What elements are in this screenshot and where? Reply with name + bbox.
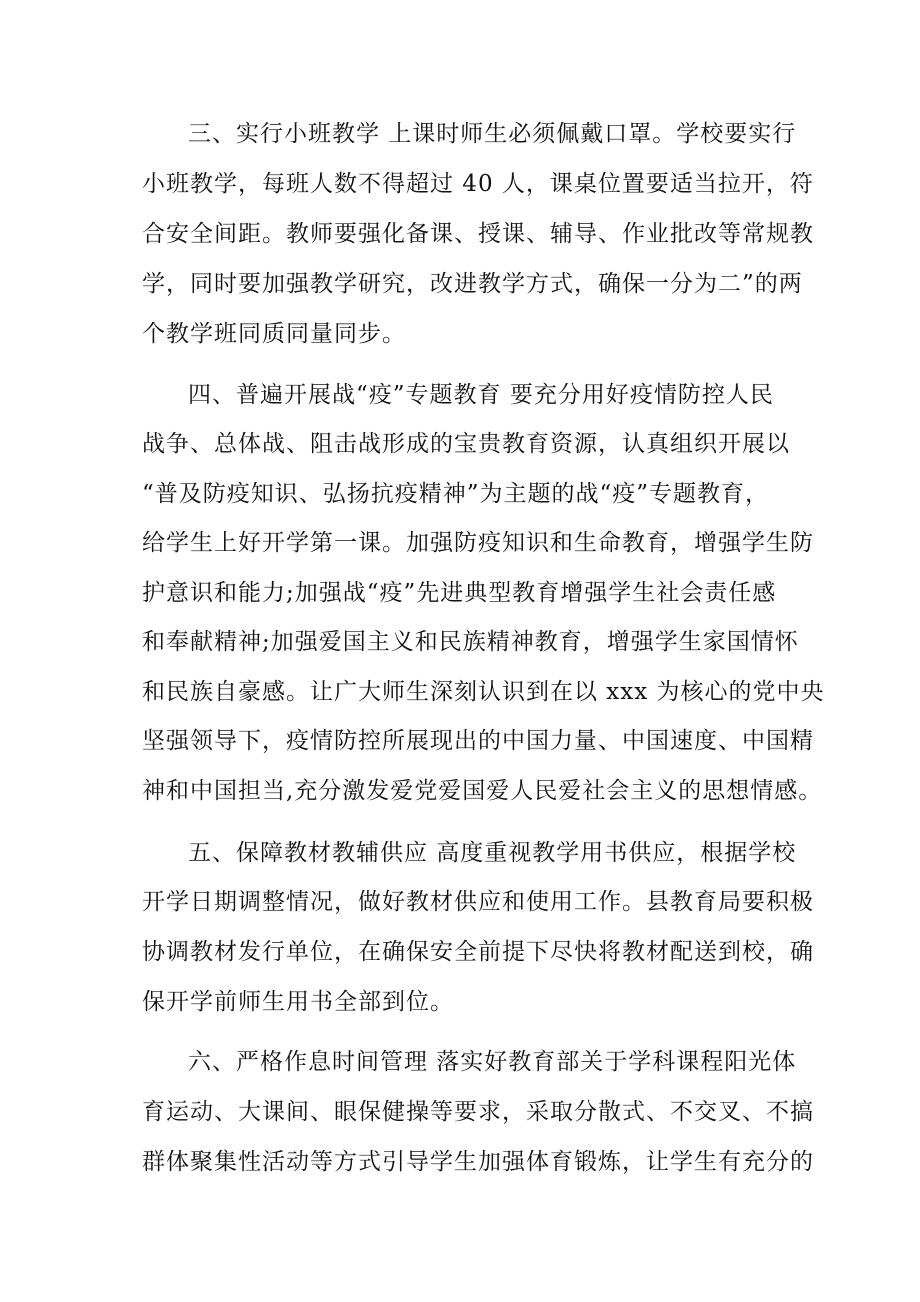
paragraph-3-line-1: 五、保障教材教辅供应 高度重视教学用书供应，根据学校: [188, 840, 797, 866]
paragraph-1-line-4: 学，同时要加强教学研究，改进教学方式，确保一分为二”的两: [142, 271, 803, 297]
paragraph-3-line-3: 协调教材发行单位，在确保安全前提下尽快将教材配送到校，确: [142, 939, 814, 965]
paragraph-2-line-8: 坚强领导下，疫情防控所展现出的中国力量、中国速度、中国精: [142, 728, 814, 754]
paragraph-4-line-1: 六、严格作息时间管理 落实好教育部关于学科课程阳光体: [188, 1049, 797, 1075]
paragraph-2-line-6: 和奉献精神;加强爱国主义和民族精神教育，增强学生家国情怀: [142, 629, 799, 655]
paragraph-2-line-4: 给学生上好开学第一课。加强防疫知识和生命教育，增强学生防: [142, 530, 814, 556]
paragraph-2-line-1: 四、普遍开展战“疫”专题教育 要充分用好疫情防控人民: [188, 382, 774, 408]
paragraph-4-line-2: 育运动、大课间、眼保健操等要求，采取分散式、不交叉、不搞: [142, 1099, 814, 1125]
paragraph-3-line-4: 保开学前师生用书全部到位。: [142, 989, 454, 1015]
paragraph-2-line-3: “普及防疫知识、弘扬抗疫精神”为主题的战“疫”专题教育，: [142, 481, 770, 507]
paragraph-2-line-9: 神和中国担当,充分激发爱党爱国爱人民爱社会主义的思想情感。: [142, 778, 823, 804]
paragraph-1-line-5: 个教学班同质同量同步。: [142, 321, 406, 347]
paragraph-2-line-2: 战争、总体战、阻击战形成的宝贵教育资源，认真组织开展以: [142, 431, 790, 457]
paragraph-2-line-7: 和民族自豪感。让广大师生深刻认识到在以 xxx 为核心的党中央: [142, 679, 825, 705]
paragraph-2-line-5: 护意识和能力;加强战“疫”先进典型教育增强学生社会责任感: [142, 580, 777, 606]
paragraph-4-line-3: 群体聚集性活动等方式引导学生加强体育锻炼，让学生有充分的: [142, 1149, 814, 1175]
paragraph-1-line-3: 合安全间距。教师要强化备课、授课、辅导、作业批改等常规教: [142, 221, 814, 247]
paragraph-3-line-2: 开学日期调整情况，做好教材供应和使用工作。县教育局要积极: [142, 889, 814, 915]
paragraph-1-line-2: 小班教学，每班人数不得超过 40 人，课桌位置要适当拉开，符: [142, 171, 814, 197]
paragraph-1-line-1: 三、实行小班教学 上课时师生必须佩戴口罩。学校要实行: [188, 121, 797, 147]
